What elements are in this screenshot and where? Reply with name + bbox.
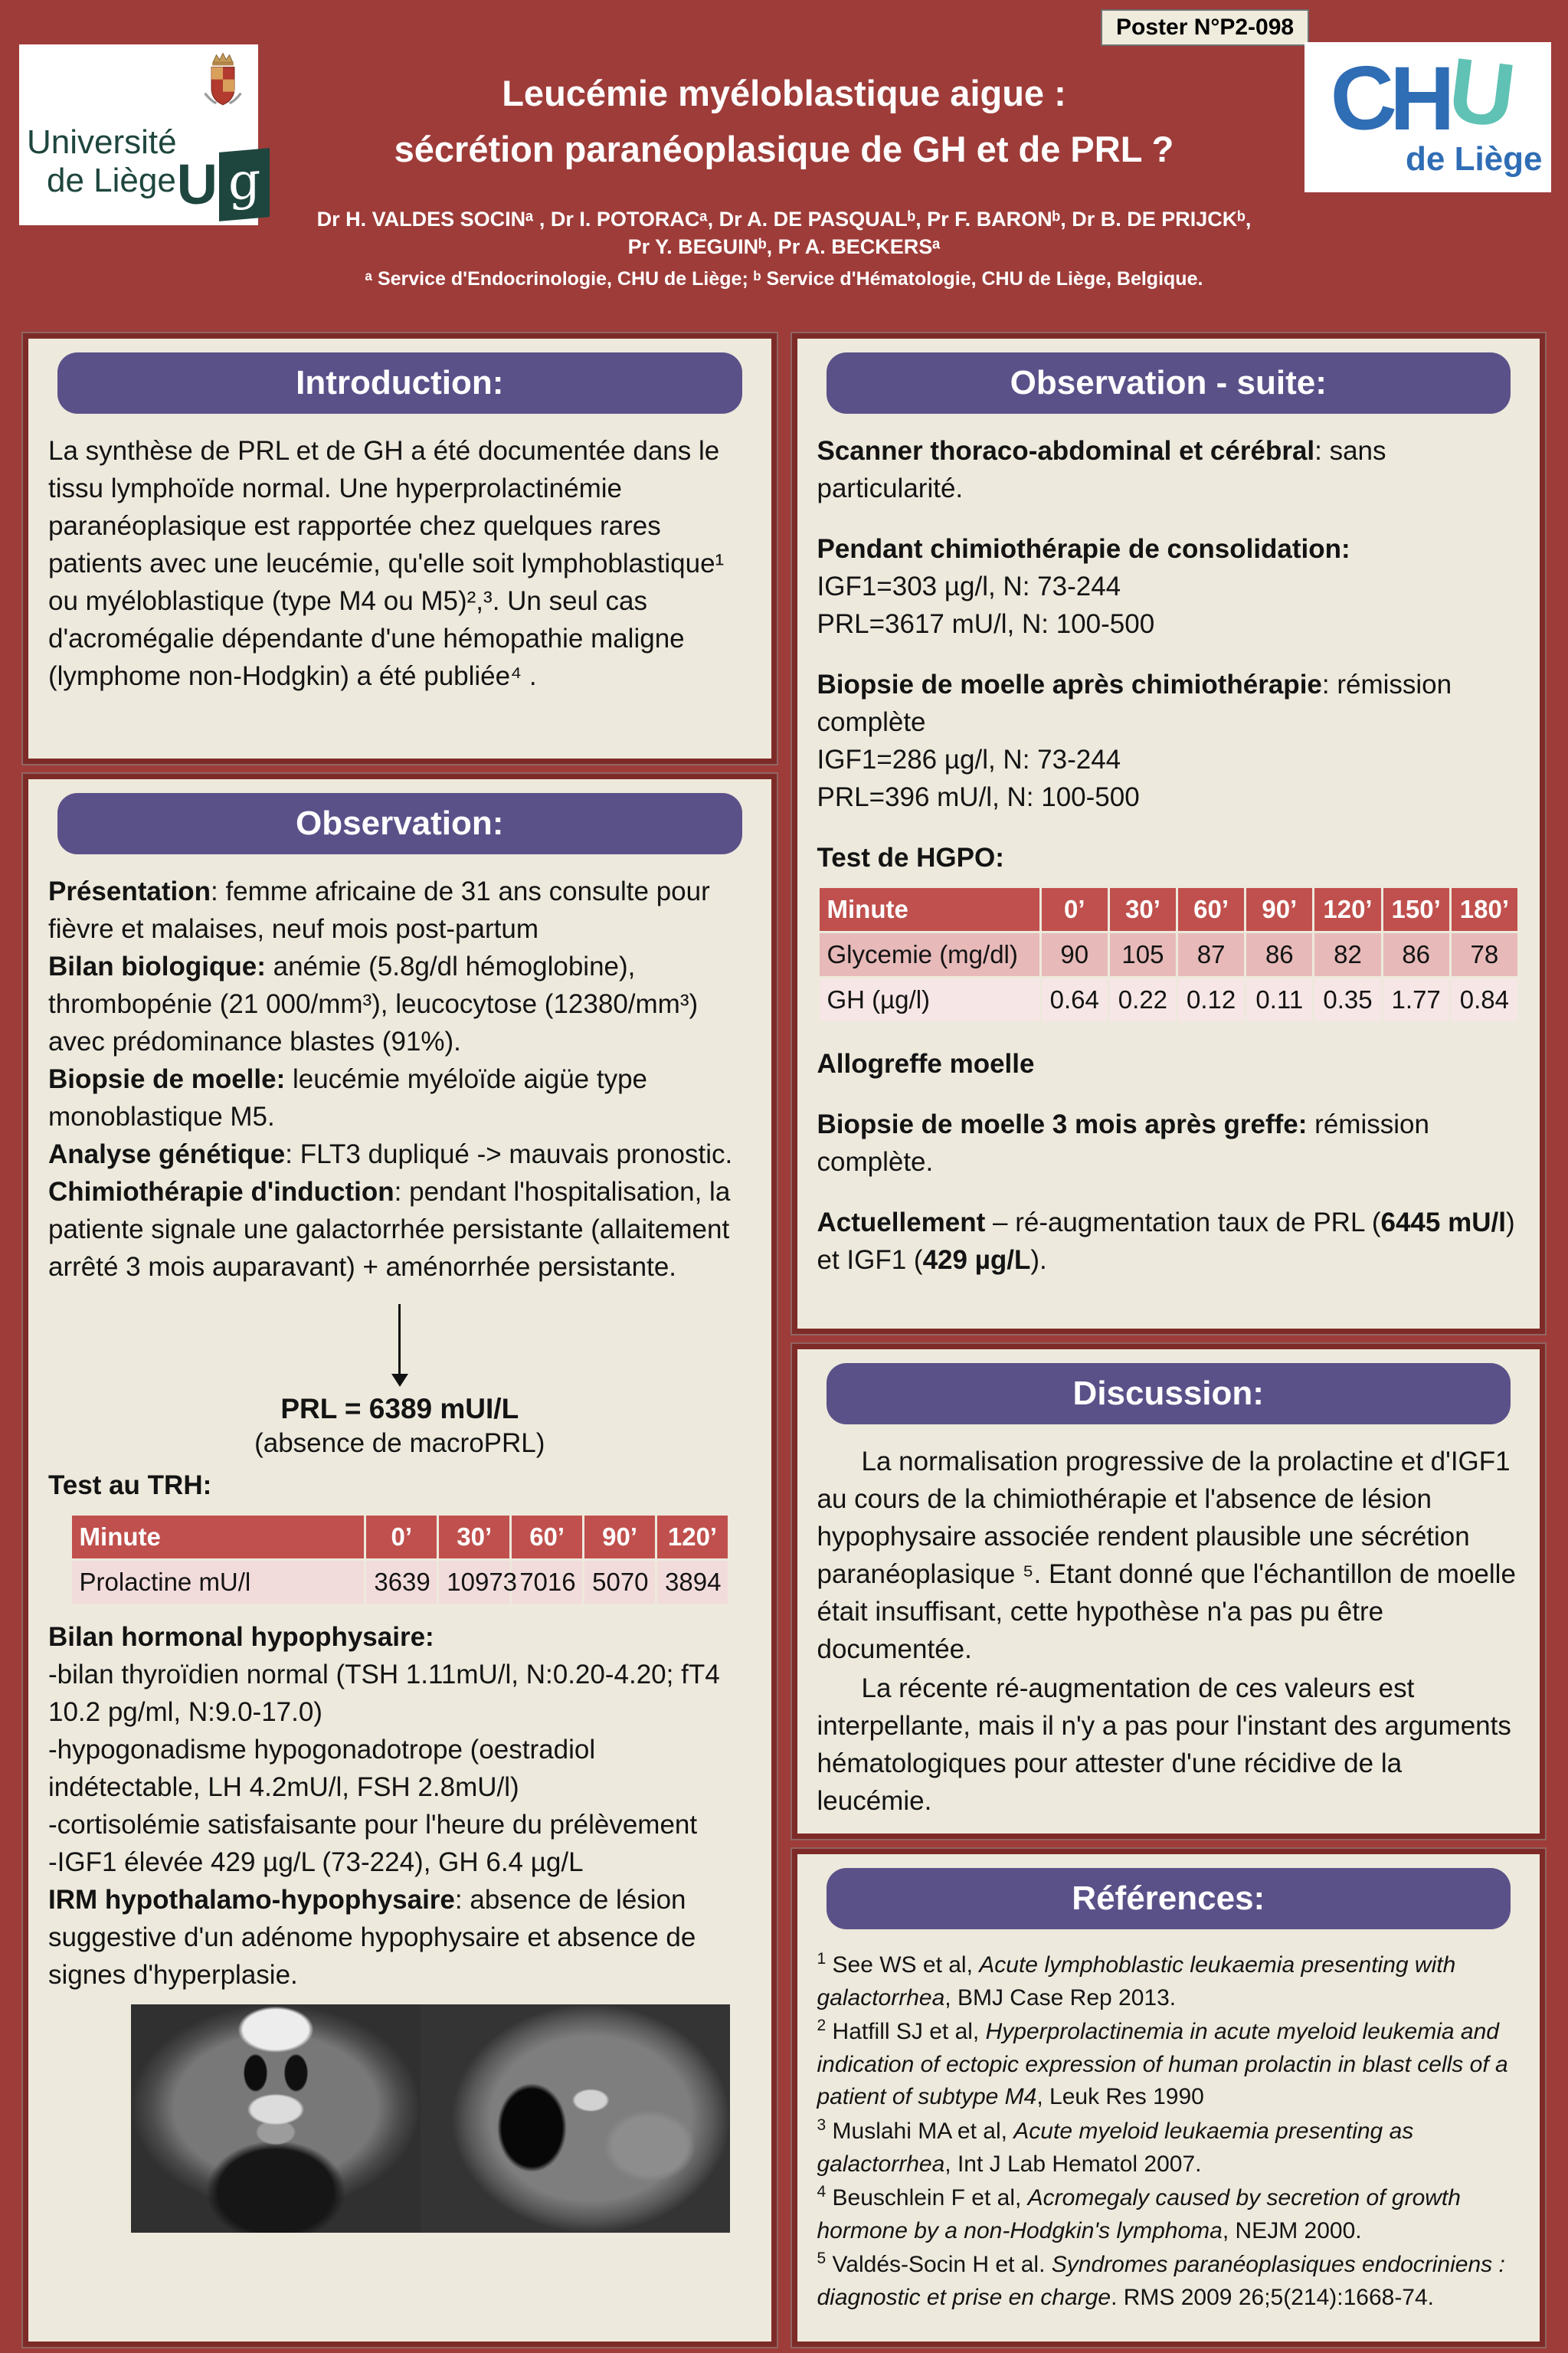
hgpo-table <box>817 886 1521 1024</box>
poster-title <box>283 75 1285 167</box>
analyse-genetique-text: : FLT3 dupliqué -> mauvais pronostic. <box>285 1139 733 1169</box>
discussion-paragraph-2: La récente ré-augmentation de ces valeurs est interpellante, mais il n'y a pas pour l'instant des arguments hématologiques pour attester d'une récidive de la leucémie. <box>817 1673 1511 1816</box>
hgpo-gh-row <box>820 978 1518 1021</box>
hgpo-header-0: 0’ <box>1042 888 1108 931</box>
biopsie-apres-chimio-label: Biopsie de moelle après chimiothérapie <box>817 670 1322 700</box>
reference-3-authors: Muslahi MA et al, <box>826 2118 1014 2144</box>
authors-line1: Dr H. VALDES SOCINᵃ , Dr I. POTORACᵃ, Dr A. DE PASQUALᵇ, Pr F. BARONᵇ, Dr B. DE PRIJCKᵇ, <box>316 208 1252 231</box>
chu-logo <box>1304 38 1551 192</box>
reference-item-5 <box>817 2247 1521 2314</box>
actuellement-t3: ). <box>1030 1245 1047 1275</box>
suite-biopsie-apres-chimio <box>817 666 1521 816</box>
right-column <box>792 333 1546 2347</box>
trh-header-90: 90’ <box>584 1516 655 1558</box>
trh-header-60: 60’ <box>512 1516 582 1558</box>
macroprl-line: (absence de macroPRL) <box>254 1428 545 1458</box>
trh-prolactine-0: 3639 <box>366 1561 437 1604</box>
observation-irm <box>48 1881 751 1994</box>
hgpo-header-120: 120’ <box>1314 888 1380 931</box>
glycemie-180: 78 <box>1452 933 1517 976</box>
ulg-crest-icon <box>198 51 247 116</box>
chu-letter-h: H <box>1390 48 1449 149</box>
allogreffe-label: Allogreffe moelle <box>817 1049 1035 1079</box>
reference-1-authors: See WS et al, <box>826 1952 980 1978</box>
hgpo-table-header-row <box>820 888 1518 931</box>
trh-prolactine-120: 3894 <box>657 1561 728 1604</box>
actuellement-igf1-value: 429 µg/L <box>922 1245 1031 1275</box>
bilan-biologique-text: anémie (5.8g/dl hémoglobine), thrombopénie (21 000/mm³), leucocytose (12380/mm³) avec prédominance blastes (91%). <box>48 952 699 1057</box>
hgpo-header-60: 60’ <box>1178 888 1244 931</box>
trh-prolactine-90: 5070 <box>584 1561 655 1604</box>
gh-label: GH (µg/l) <box>820 978 1039 1021</box>
suite-consolidation <box>817 530 1521 643</box>
actuellement-t1: – ré-augmentation taux de PRL ( <box>985 1208 1381 1237</box>
chu-letter-u: U <box>1443 38 1515 147</box>
left-column <box>23 333 777 2347</box>
reference-4-source: , NEJM 2000. <box>1222 2217 1362 2243</box>
ulg-logo-line2: de Liège <box>47 161 176 199</box>
references-heading: Références: <box>827 1868 1511 1929</box>
reference-4-authors: Beuschlein F et al, <box>826 2185 1028 2211</box>
hgpo-header-30: 30’ <box>1110 888 1176 931</box>
reference-2-source: , Leuk Res 1990 <box>1036 2084 1204 2110</box>
glycemie-150: 86 <box>1383 933 1449 976</box>
reference-5-source: . RMS 2009 26;5(214):1668-74. <box>1111 2284 1435 2310</box>
gh-120: 0.35 <box>1314 978 1380 1021</box>
content-columns <box>23 333 1545 2347</box>
hgpo-header-minute: Minute <box>820 888 1039 931</box>
trh-table-prolactine-row <box>72 1561 728 1604</box>
reference-item-3 <box>817 2114 1521 2181</box>
hgpo-glycemie-row <box>820 933 1518 976</box>
introduction-heading: Introduction: <box>57 352 742 414</box>
apres-chimio-igf1: IGF1=286 µg/l, N: 73-244 <box>817 745 1121 775</box>
mri-coronal-image <box>131 2004 421 2233</box>
poster-title-line2: sécrétion paranéoplasique de GH et de PRL ? <box>394 129 1174 169</box>
observation-suite-panel <box>792 333 1546 1334</box>
consolidation-prl: PRL=3617 mU/l, N: 100-500 <box>817 609 1155 639</box>
trh-header-120: 120’ <box>657 1516 728 1558</box>
observation-analyse-genetique <box>48 1136 751 1173</box>
poster-title-line1: Leucémie myéloblastique aigue : <box>502 73 1066 113</box>
hgpo-header-150: 150’ <box>1383 888 1449 931</box>
biopsie-apres-greffe-label: Biopsie de moelle 3 mois après greffe: <box>817 1109 1308 1139</box>
chimiotherapie-label: Chimiothérapie d'induction <box>48 1177 394 1207</box>
presentation-label: Présentation <box>48 877 211 906</box>
introduction-text: La synthèse de PRL et de GH a été documentée dans le tissu lymphoïde normal. Une hyperprolactinémie paranéoplasique est rapportée chez quelques rares patients avec une leucémie, qu'elle soit lymphoblastique¹ ou myéloblastique (type M4 ou M5)²,³. Un seul cas d'acromégalie dépendante d'une hémopathie maligne (lymphome non-Hodgkin) a été publiée⁴ . <box>48 436 725 691</box>
reference-2-title: Hyperprolactinemia in acute myeloid leukemia and indication of ectopic expression of human prolactin in blast cells of a patient of subtype M4 <box>817 2019 1508 2110</box>
glycemie-120: 82 <box>1314 933 1380 976</box>
down-arrow-head <box>391 1374 408 1387</box>
bilan-line-thyroide: -bilan thyroïdien normal (TSH 1.11mU/l, N:0.20-4.20; fT4 10.2 pg/ml, N:9.0-17.0) <box>48 1660 720 1727</box>
authors-line2: Pr Y. BEGUINᵇ, Pr A. BECKERSᵃ <box>627 235 941 259</box>
mri-images <box>131 2004 751 2233</box>
consolidation-label: Pendant chimiothérapie de consolidation: <box>817 534 1350 564</box>
reference-5-title: Syndromes paranéoplasiques endocriniens : diagnostic et prise en charge <box>817 2252 1505 2310</box>
suite-actuellement <box>817 1204 1521 1279</box>
reference-3-number: 3 <box>817 2115 827 2134</box>
glycemie-label: Glycemie (mg/dl) <box>820 933 1039 976</box>
ulg-logo-line1: Université <box>27 123 177 162</box>
suite-scanner <box>817 432 1521 507</box>
suite-biopsie-apres-greffe <box>817 1106 1521 1181</box>
bilan-hormonal-label: Bilan hormonal hypophysaire: <box>48 1622 434 1652</box>
reference-2-authors: Hatfill SJ et al, <box>826 2019 986 2045</box>
observation-presentation <box>48 873 751 948</box>
actuellement-label: Actuellement <box>817 1208 986 1237</box>
reference-1-title: Acute lymphoblastic leukaemia presenting with galactorrhea <box>817 1952 1456 2011</box>
gh-0: 0.64 <box>1042 978 1108 1021</box>
hgpo-header-90: 90’ <box>1246 888 1312 931</box>
trh-header-0: 0’ <box>366 1516 437 1558</box>
consolidation-igf1: IGF1=303 µg/l, N: 73-244 <box>817 572 1121 601</box>
chu-logo-letters <box>1325 38 1515 152</box>
reference-1-source: , BMJ Case Rep 2013. <box>944 1984 1177 2011</box>
trh-prolactine-30: 10973 <box>439 1561 509 1604</box>
gh-30: 0.22 <box>1110 978 1176 1021</box>
gh-150: 1.77 <box>1383 978 1449 1021</box>
gh-60: 0.12 <box>1178 978 1244 1021</box>
observation-chimiotherapie <box>48 1173 751 1286</box>
actuellement-t2: ) et IGF1 ( <box>817 1208 1515 1275</box>
reference-5-authors: Valdés-Socin H et al. <box>826 2252 1052 2278</box>
bilan-line-hypogonadisme: -hypogonadisme hypogonadotrope (oestradiol indétectable, LH 4.2mU/l, FSH 2.8mU/l) <box>48 1735 596 1802</box>
biopsie-text: leucémie myéloïde aigüe type monoblastique M5. <box>48 1064 648 1132</box>
reference-3-source: , Int J Lab Hematol 2007. <box>944 2151 1202 2177</box>
observation-panel <box>23 774 777 2347</box>
reference-1-number: 1 <box>817 1950 827 1968</box>
glycemie-30: 105 <box>1110 933 1176 976</box>
biopsie-label: Biopsie de moelle: <box>48 1064 286 1094</box>
prl-result-line: PRL = 6389 mUI/L <box>280 1393 519 1424</box>
scanner-label: Scanner thoraco-abdominal et cérébral <box>817 436 1315 466</box>
apres-chimio-prl: PRL=396 mU/l, N: 100-500 <box>817 782 1140 812</box>
gh-180: 0.84 <box>1452 978 1517 1021</box>
down-arrow-icon <box>48 1304 751 1387</box>
reference-2-number: 2 <box>817 2017 827 2035</box>
ulg-monogram-u: U <box>176 152 218 216</box>
glycemie-60: 87 <box>1178 933 1244 976</box>
bilan-biologique-label: Bilan biologique: <box>48 952 266 982</box>
glycemie-90: 86 <box>1246 933 1312 976</box>
scanner-text: : sans particularité. <box>817 436 1386 503</box>
reference-4-number: 4 <box>817 2183 827 2201</box>
discussion-heading: Discussion: <box>827 1363 1511 1424</box>
ulg-logo-emblem <box>177 51 270 219</box>
observation-suite-heading: Observation - suite: <box>827 352 1511 414</box>
biopsie-apres-greffe-text: rémission complète. <box>817 1109 1429 1177</box>
authors-block <box>0 205 1568 261</box>
presentation-text: : femme africaine de 31 ans consulte pour fièvre et malaises, neuf mois post-partum <box>48 877 710 944</box>
irm-label: IRM hypothalamo-hypophysaire <box>48 1885 455 1915</box>
hgpo-header-180: 180’ <box>1452 888 1517 931</box>
biopsie-apres-chimio-text: : rémission complète <box>817 670 1452 737</box>
trh-test-label: Test au TRH: <box>48 1470 212 1500</box>
discussion-panel <box>792 1344 1546 1839</box>
gh-90: 0.11 <box>1246 978 1312 1021</box>
poster-number-badge: Poster N°P2-098 <box>1101 9 1309 46</box>
affiliations-line: ᵃ Service d'Endocrinologie, CHU de Liège; ᵇ Service d'Hématologie, CHU de Liège, Belgique. <box>365 268 1203 290</box>
reference-item-1 <box>817 1948 1521 2014</box>
chu-letter-c: C <box>1325 45 1395 152</box>
reference-5-number: 5 <box>817 2250 827 2268</box>
discussion-paragraph-1: La normalisation progressive de la prolactine et d'IGF1 au cours de la chimiothérapie et l'absence de lésion hypophysaire associée rendent plausible une sécrétion paranéoplasique ⁵. Etant donné que l'échantillon de moelle était insuffisant, cette hypothèse n'a pas pu être documentée. <box>817 1447 1516 1664</box>
observation-biopsie <box>48 1060 751 1136</box>
bilan-line-cortisol: -cortisolémie satisfaisante pour l'heure du prélèvement <box>48 1810 698 1840</box>
mri-sagittal-image <box>421 2004 730 2233</box>
reference-3-title: Acute myeloid leukaemia presenting as galactorrhea <box>817 2118 1414 2177</box>
down-arrow-shaft <box>398 1304 401 1375</box>
observation-bilan-biologique <box>48 948 751 1060</box>
actuellement-prl-value: 6445 mU/l <box>1380 1208 1506 1237</box>
glycemie-0: 90 <box>1042 933 1108 976</box>
chimiotherapie-text: : pendant l'hospitalisation, la patiente signale une galactorrhée persistante (allaitement arrêté 3 mois auparavant) + aménorrhée persistante. <box>48 1177 731 1282</box>
trh-header-minute: Minute <box>72 1516 365 1558</box>
ulg-monogram-g: g <box>219 148 270 221</box>
suite-allogreffe <box>817 1045 1521 1083</box>
trh-header-30: 30’ <box>439 1516 509 1558</box>
trh-table <box>70 1513 730 1606</box>
bilan-line-igf1: -IGF1 élevée 429 µg/L (73-224), GH 6.4 µg/L <box>48 1847 584 1877</box>
reference-item-4 <box>817 2181 1521 2247</box>
chu-logo-subtitle: de Liège <box>1406 140 1543 178</box>
trh-table-header-row <box>72 1516 728 1558</box>
analyse-genetique-label: Analyse génétique <box>48 1139 286 1169</box>
hgpo-test-label: Test de HGPO: <box>817 843 1004 873</box>
irm-text: : absence de lésion suggestive d'un adénome hypophysaire et absence de signes d'hyperplasie. <box>48 1885 696 1990</box>
ulg-logo <box>19 44 261 225</box>
references-panel <box>792 1849 1546 2347</box>
trh-prolactine-label: Prolactine mU/l <box>72 1561 365 1604</box>
reference-4-title: Acromegaly caused by secretion of growth hormone by a non-Hodgkin's lymphoma <box>817 2185 1461 2243</box>
trh-prolactine-60: 7016 <box>512 1561 582 1604</box>
observation-heading: Observation: <box>57 793 742 854</box>
reference-item-2 <box>817 2014 1521 2114</box>
introduction-panel <box>23 333 777 764</box>
